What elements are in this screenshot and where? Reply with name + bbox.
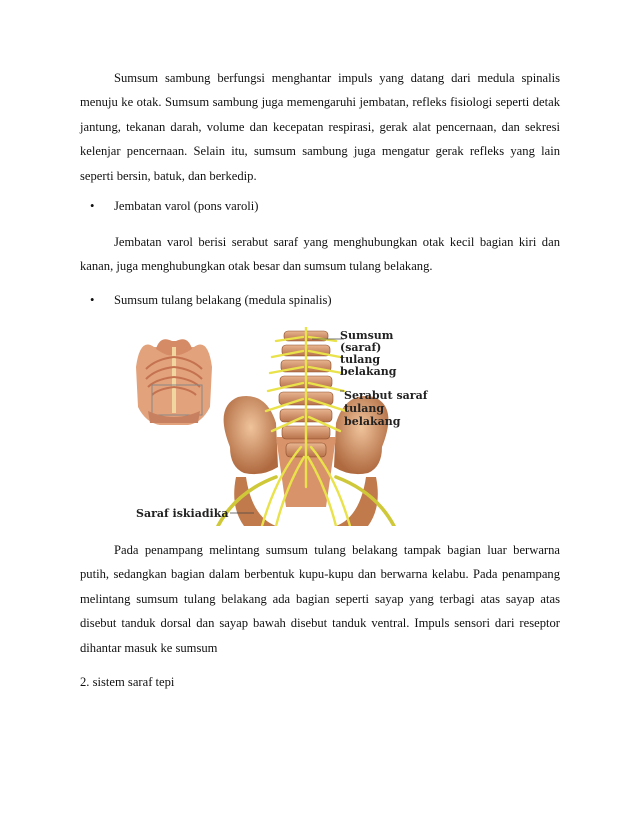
bullet-symbol: • bbox=[90, 293, 95, 307]
paragraph-spinal-cross-section: Pada penampang melintang sumsum tulang belakang tampak bagian luar berwarna putih, sedangkan bagian dalam berbentuk kupu-kupu dan berwarna kelabu. Pada penampang melintang sumsum tulang belakang ada bagian seperti sayap yang terbagi atas sayap atas disebut tanduk dorsal dan sayap bawah disebut tanduk ventral. Impuls sensori dari reseptor dihantar masuk ke sumsum bbox=[80, 543, 560, 655]
bullet-text: Sumsum tulang belakang (medula spinalis) bbox=[114, 293, 332, 307]
torso-inset bbox=[136, 339, 212, 425]
section-heading-peripheral-nervous-system: 2. sistem saraf tepi bbox=[80, 675, 175, 689]
paragraph-pons: Jembatan varol berisi serabut saraf yang menghubungkan otak kecil bagian kiri dan kanan, juga menghubungkan otak besar dan sumsum tulang belakang. bbox=[80, 235, 560, 274]
bullet-text: Jembatan varol (pons varoli) bbox=[114, 199, 259, 213]
bullet-item-spinal-cord bbox=[90, 290, 332, 310]
paragraph-medulla-oblongata: Sumsum sambung berfungsi menghantar impuls yang datang dari medula spinalis menuju ke otak. Sumsum sambung juga memengaruhi jembatan, refleks fisiologi seperti detak jantung, tekanan darah, volume dan kecepatan respirasi, gerak alat pencernaan, dan sekresi kelenjar pencernaan. Selain itu, sumsum sambung juga mengatur gerak refleks yang lain seperti bersin, batuk, dan berkedip. bbox=[80, 71, 560, 183]
label-spinal-cord: Sumsum (saraf) tulang belakang bbox=[340, 329, 397, 378]
label-sciatic-nerve: Saraf iskiadika bbox=[136, 507, 229, 520]
bullet-symbol: • bbox=[90, 199, 95, 213]
spinal-cord-illustration bbox=[126, 327, 434, 526]
label-spinal-nerve-fibers: Serabut saraf tulang belakang bbox=[344, 389, 428, 428]
bullet-item-pons bbox=[90, 196, 258, 216]
